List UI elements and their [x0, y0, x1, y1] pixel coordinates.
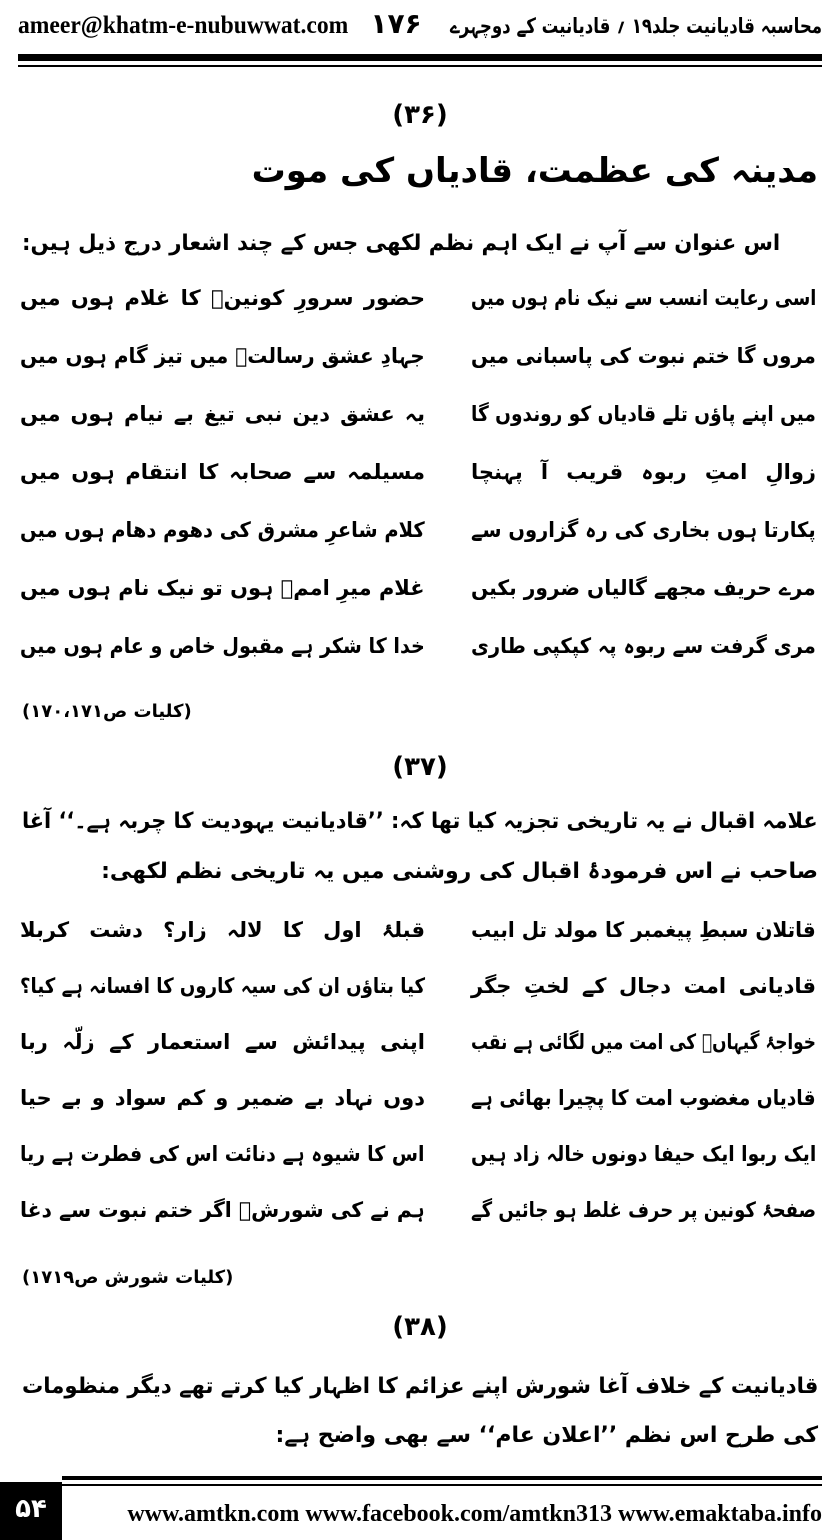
footer-links[interactable]	[110, 1497, 822, 1531]
verse-text: حضور سرورِ کونینؐ کا غلام ہوں میں	[20, 286, 425, 310]
section-intro-line-2: کی طرح اس نظم ’’اعلان عام‘‘ سے بھی واضح ہے:	[275, 1423, 818, 1448]
verse-text: مروں گا ختم نبوت کی پاسبانی میں	[471, 344, 816, 368]
section-number-37: (۳۷)	[392, 752, 448, 782]
couplet-first-hemistich	[471, 276, 816, 320]
verse-text: ہم نے کی شورشؔ اگر ختم نبوت سے دغا	[20, 1198, 425, 1222]
header-email	[18, 8, 348, 44]
verse-text: قادیاں مغضوب امت کا پچیرا بھائی ہے	[471, 1086, 816, 1110]
verse-text: اپنی پیدائش سے استعمار کے زلّہ ربا	[20, 1030, 425, 1054]
couplet-first-hemistich	[471, 508, 816, 552]
couplet-second-hemistich	[20, 508, 425, 552]
couplet-first-hemistich	[471, 450, 816, 494]
verse-text: غلام میرِ اممؐ ہوں تو نیک نام ہوں میں	[20, 576, 425, 600]
verse-text: کیا بتاؤں ان کی سیہ کاروں کا افسانہ ہے کیا؟	[19, 974, 425, 998]
verse-text: یہ عشق دین نبی تیغ بے نیام ہوں میں	[20, 402, 425, 426]
couplet-first-hemistich	[471, 566, 816, 610]
verse-text: کلام شاعرِ مشرق کی دھوم دھام ہوں میں	[20, 518, 425, 542]
couplet-first-hemistich	[471, 624, 816, 668]
header-email-text: ameer@khatm-e-nubuwwat.com	[18, 12, 349, 39]
section-title: مدینہ کی عظمت، قادیاں کی موت	[251, 151, 818, 191]
verse-text: جہادِ عشق رسالتؐ میں تیز گام ہوں میں	[20, 344, 425, 368]
header-book-title-text: محاسبہ قادیانیت جلد۱۹ ؍ قادیانیت کے دوچہرے	[449, 14, 822, 38]
poem-reference: (کلیات شورش ص۱۷۱۹)	[22, 1267, 234, 1288]
header-thin-rule	[18, 65, 822, 67]
section-intro-text: اس عنوان سے آپ نے ایک اہم نظم لکھی جس کے چند اشعار درج ذیل ہیں:	[21, 231, 780, 256]
verse-text: مسیلمہ سے صحابہ کا انتقام ہوں میں	[20, 460, 425, 484]
couplet-second-hemistich	[20, 1132, 425, 1176]
verse-text: خواجۂ گیہاںؐ کی امت میں لگائی ہے نقب	[471, 1030, 816, 1054]
section-intro-line-1: علامہ اقبال نے یہ تاریخی تجزیہ کیا تھا کہ: ’’قادیانیت یہودیت کا چربہ ہے۔‘‘ آغا	[22, 809, 818, 834]
verse-text: زوالِ امتِ ربوہ قریب آ پہنچا	[471, 460, 816, 484]
couplet-first-hemistich	[471, 334, 816, 378]
couplet-second-hemistich	[20, 1020, 425, 1064]
verse-text: مری گرفت سے ربوہ پہ کپکپی طاری	[471, 634, 816, 658]
verse-text: خدا کا شکر ہے مقبول خاص و عام ہوں میں	[20, 634, 425, 658]
header-page-number: ۱۷۶	[370, 7, 422, 40]
header-thick-rule	[18, 54, 822, 61]
couplet-second-hemistich	[20, 450, 425, 494]
verse-text: اس کا شیوہ ہے دنائت اس کی فطرت ہے ریا	[20, 1142, 425, 1166]
section-number-38: (۳۸)	[392, 1312, 448, 1342]
verse-text: قبلۂ اول کا لالہ زار؟ دشت کربلا	[20, 918, 425, 942]
couplet-first-hemistich	[471, 1076, 816, 1120]
verse-text: صفحۂ کونین پر حرف غلط ہو جائیں گے	[470, 1198, 816, 1222]
couplet-first-hemistich	[471, 392, 816, 436]
section-intro-line-2: صاحب نے اس فرمودۂ اقبال کی روشنی میں یہ تاریخی نظم لکھی:	[101, 859, 818, 884]
couplet-second-hemistich	[20, 1076, 425, 1120]
verse-text: اسی رعایت انسب سے نیک نام ہوں میں	[470, 286, 816, 310]
couplet-first-hemistich	[471, 964, 816, 1008]
verse-text: دوں نہاد بے ضمیر و کم سواد و بے حیا	[20, 1086, 425, 1110]
couplet-second-hemistich	[20, 1188, 425, 1232]
section-number-36: (۳۶)	[392, 100, 448, 130]
verse-text: پکارتا ہوں بخاری کی رہ گزاروں سے	[471, 518, 816, 542]
verse-text: مرے حریف مجھے گالیاں ضرور بکیں	[471, 576, 816, 600]
footer-thin-rule	[62, 1484, 822, 1486]
couplet-second-hemistich	[20, 334, 425, 378]
couplet-first-hemistich	[471, 1188, 816, 1232]
footer-page-number: ۵۴	[0, 1482, 62, 1540]
verse-text: ایک ربوا ایک حیفا دونوں خالہ زاد ہیں	[470, 1142, 816, 1166]
couplet-second-hemistich	[20, 276, 425, 320]
section-intro-line-1: قادیانیت کے خلاف آغا شورش اپنے عزائم کا اظہار کیا کرتے تھے دیگر منظومات	[21, 1374, 818, 1399]
verse-text: میں اپنے پاؤں تلے قادیاں کو روندوں گا	[471, 402, 816, 426]
couplet-first-hemistich	[471, 1132, 816, 1176]
footer-thick-rule	[62, 1476, 822, 1480]
footer-links-text[interactable]: www.amtkn.com www.facebook.com/amtkn313 www.emaktaba.info	[127, 1501, 822, 1527]
poem-reference: (کلیات ص۱۷۰،۱۷۱)	[22, 701, 192, 722]
section-intro	[22, 222, 780, 266]
couplet-first-hemistich	[471, 908, 816, 952]
couplet-second-hemistich	[20, 566, 425, 610]
verse-text: قادیانی امت دجال کے لختِ جگر	[471, 974, 816, 998]
couplet-second-hemistich	[20, 624, 425, 668]
verse-text: قاتلان سبطِ پیغمبر کا مولد تل ابیب	[471, 918, 816, 942]
couplet-second-hemistich	[20, 908, 425, 952]
couplet-second-hemistich	[20, 392, 425, 436]
couplet-first-hemistich	[471, 1020, 816, 1064]
header-book-title	[450, 8, 822, 44]
couplet-second-hemistich	[20, 964, 425, 1008]
